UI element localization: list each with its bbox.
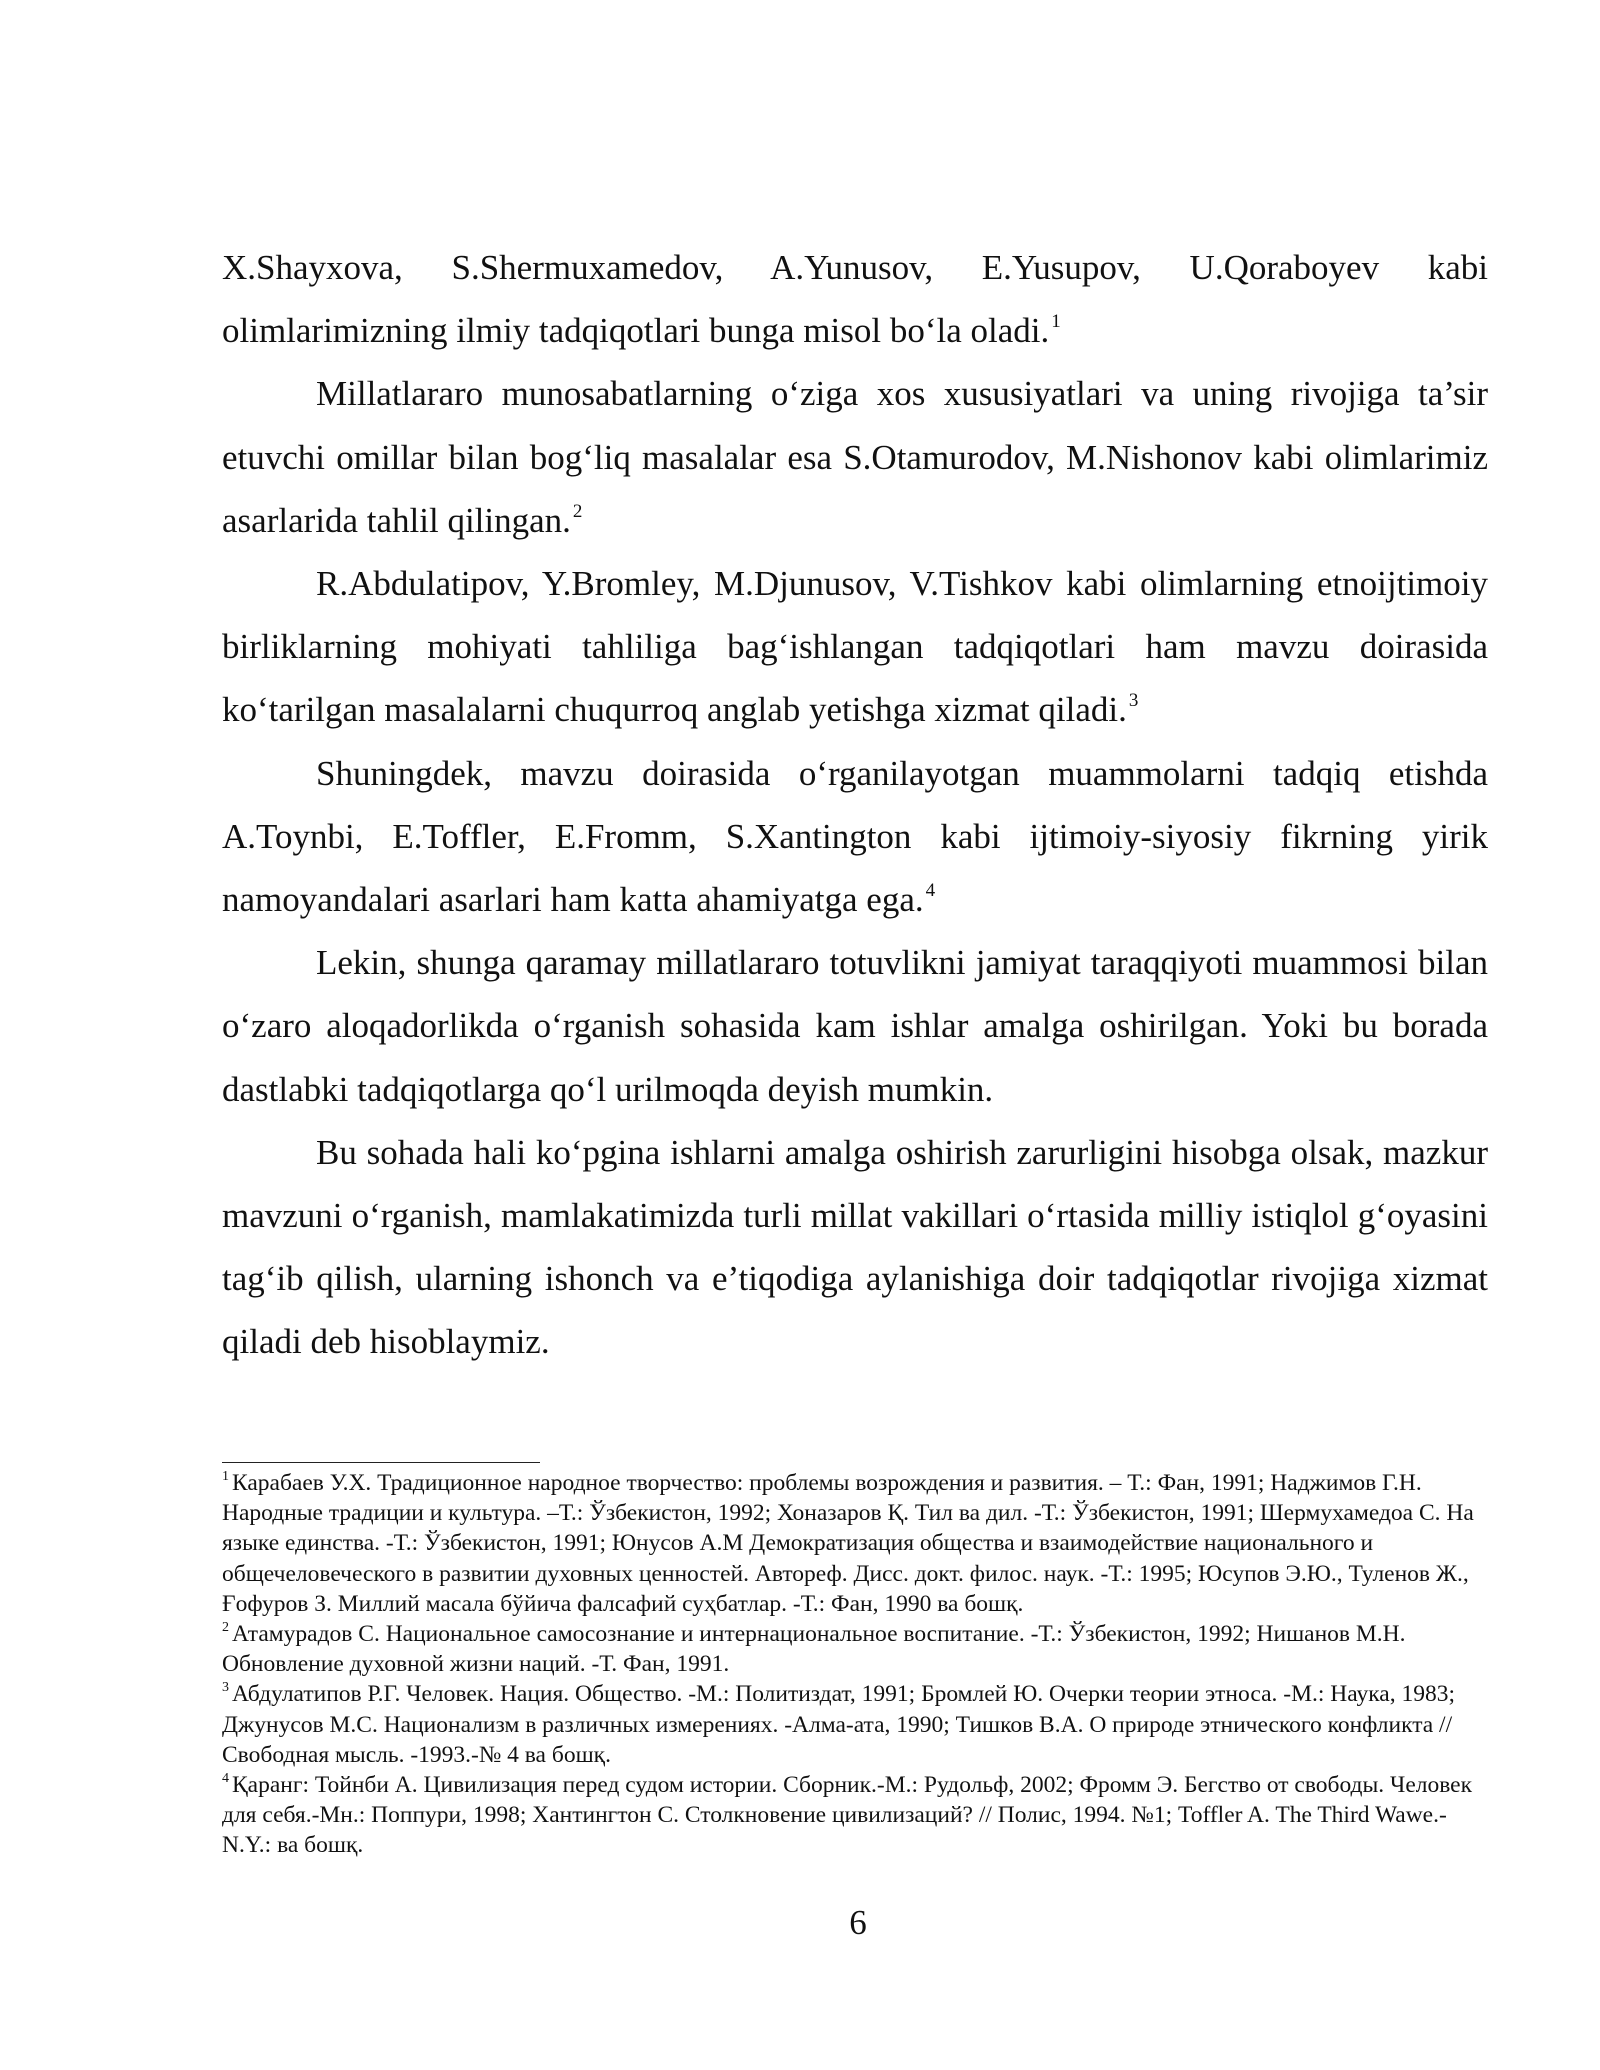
paragraph-6 [222,1121,1488,1374]
paragraph-2 [222,362,1488,552]
footnote-ref-1[interactable]: 1 [1051,311,1061,333]
paragraph-3-text: R.Abdulatipov, Y.Bromley, M.Djunusov, V.Tishkov kabi olimlarning etnoijtimoiy birliklarning mohiyati tahliliga bag‘ishlangan tadqiqotlari ham mavzu doirasida ko‘tarilgan masalalarni chuqurroq anglab yetishga xizmat qiladi. [222,564,1488,730]
footnote-3 [222,1679,1488,1770]
paragraph-1 [222,236,1488,362]
paragraph-2-text: Millatlararo munosabatlarning o‘ziga xos xususiyatlari va uning rivojiga ta’sir etuvchi omillar bilan bog‘liq masalalar esa S.Otamurodov, M.Nishonov kabi olimlarimiz asarlarida tahlil qilingan. [222,374,1488,540]
footnote-1-number: 1 [222,1469,229,1484]
footnote-4 [222,1770,1488,1861]
footnote-ref-3[interactable]: 3 [1128,690,1139,712]
footnote-1-text: Карабаев У.Х. Традиционное народное творчество: проблемы возрождения и развития. – Т.: Фан, 1991; Наджимов Г.Н. Народные традиции и культура. –Т.: Ўзбекистон, 1992; Хоназаров Қ. Тил ва дил. -Т.: Ўзбекистон, 1991; Шермухамедоа С. На языке единства. -Т.: Ўзбекистон, 1991; Юнусов А.М Демократизация общества и взаимодействие национального и общечеловеческого в развитии духовных ценностей. Автореф. Дисс. докт. филос. наук. -Т.: 1995; Юсупов Э.Ю., Туленов Ж., Ғофуров З. Миллий масала бўйича фалсафий суҳбатлар. -Т.: Фан, 1990 ва бошқ. [222,1470,1474,1617]
footnote-ref-2[interactable]: 2 [572,500,583,522]
paragraph-5 [222,931,1488,1121]
main-text [222,236,1488,1374]
footnote-2-number: 2 [222,1620,229,1636]
paragraph-1-text: X.Shayxova, S.Shermuxamedov, A.Yunusov, E.Yusupov, U.Qoraboyev kabi olimlarimizning ilmiy tadqiqotlari bunga misol bo‘la oladi. [222,248,1488,351]
page-number: 6 [849,1903,867,1942]
footnotes [222,1468,1488,1861]
footnote-ref-4[interactable]: 4 [925,880,936,902]
footnote-4-text: Қаранг: Тойнби А. Цивилизация перед судом истории. Сборник.-М.: Рудольф, 2002; Фромм Э. Бегство от свободы. Человек для себя.-Мн.: Поппури, 1998; Хантингтон С. Столкновение цивилизаций? // Полис, 1994. №1; Toffler A. The Third Wawe.-N.Y.: ва бошқ. [222,1772,1473,1859]
footnote-3-number: 3 [222,1680,229,1696]
paragraph-4-text: Shuningdek, mavzu doirasida o‘rganilayotgan muammolarni tadqiq etishda A.Toynbi, E.Toffler, E.Fromm, S.Xantington kabi ijtimoiy-siyosiy fikrning yirik namoyandalari asarlari ham katta ahamiyatga ega. [222,753,1488,920]
footnote-1 [222,1468,1488,1619]
footnote-2 [222,1619,1488,1679]
footnote-separator [222,1462,540,1463]
footnote-4-number: 4 [222,1771,229,1787]
paragraph-3 [222,552,1488,742]
paragraph-6-text: Bu sohada hali ko‘pgina ishlarni amalga oshirish zarurligini hisobga olsak, mazkur mavzuni o‘rganish, mamlakatimizda turli millat vakillari o‘rtasida milliy istiqlol g‘oyasini tag‘ib qilish, ularning ishonch va e’tiqodiga aylanishiga doir tadqiqotlar rivojiga xizmat qiladi deb hisoblaymiz. [222,1132,1488,1362]
paragraph-5-text: Lekin, shunga qaramay millatlararo totuvlikni jamiyat taraqqiyoti muammosi bilan o‘zaro aloqadorlikda o‘rganish sohasida kam ishlar amalga oshirilgan. Yoki bu borada dastlabki tadqiqotlarga qo‘l urilmoqda deyish mumkin. [222,943,1488,1109]
paragraph-4 [222,742,1488,932]
footnote-3-text: Абдулатипов Р.Г. Человек. Нация. Общество. -М.: Политиздат, 1991; Бромлей Ю. Очерки теории этноса. -М.: Наука, 1983; Джунусов М.С. Национализм в различных измерениях. -Алма-ата, 1990; Тишков В.А. О природе этнического конфликта // Свободная мысль. -1993.-№ 4 ва бошқ. [222,1681,1455,1768]
footnote-2-text: Атамурадов С. Национальное самосознание и интернациональное воспитание. -Т.: Ўзбекистон, 1992; Нишанов М.Н. Обновление духовной жизни наций. -Т. Фан, 1991. [222,1621,1406,1678]
